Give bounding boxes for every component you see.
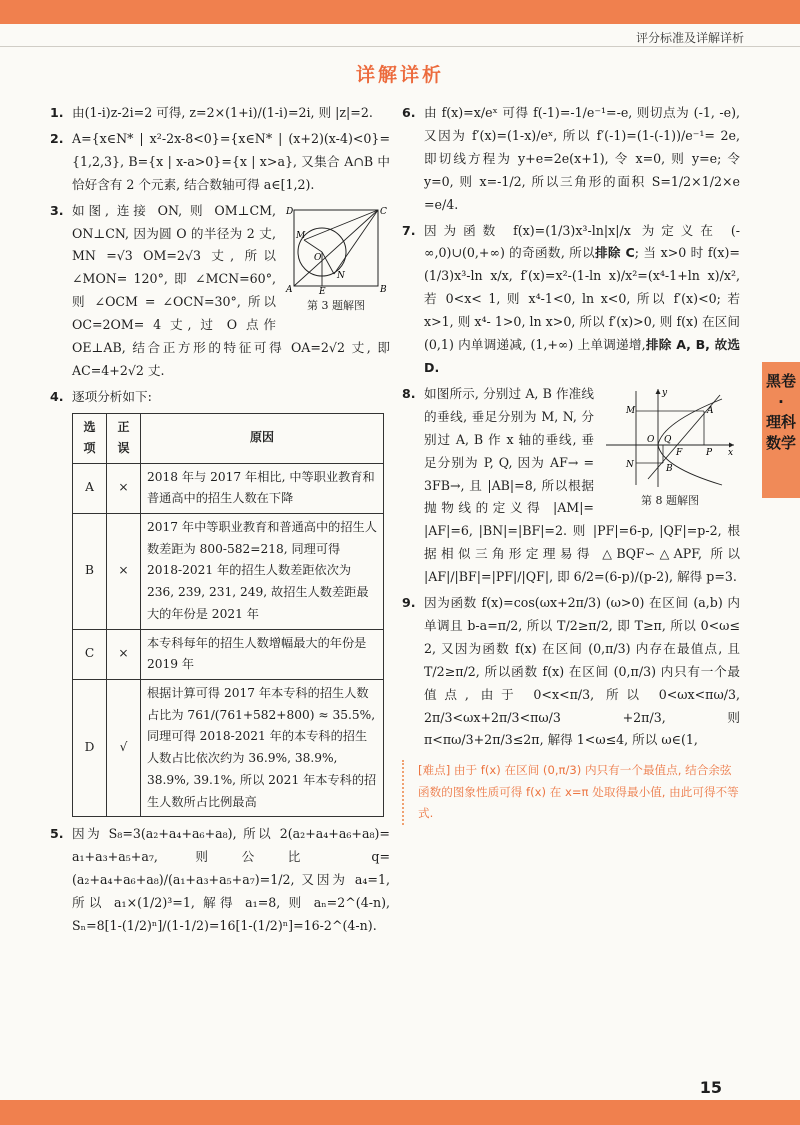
analysis-table (72, 413, 384, 818)
cell-reason: 2017 年中等职业教育和普通高中的招生人数差距为 800-582=218, 同理可得 2018-2021 年的招生人数差距依次为 236, 239, 231, 249, 故招生人数差距最大的年份是 2021 年 (141, 513, 384, 629)
fig3-label-c: C (380, 206, 387, 217)
th-correct: 正误 (107, 413, 141, 463)
cell-option: B (73, 513, 107, 629)
cell-reason: 2018 年与 2017 年相比, 中等职业教育和普通高中的招生人数在下降 (141, 463, 384, 513)
fig8-label-f: F (676, 447, 683, 458)
figure-8 (600, 385, 740, 509)
answer-7-exclude-c: 排除 C (595, 245, 635, 261)
answer-3-number: 3. (50, 202, 64, 218)
answer-6 (402, 102, 740, 217)
answer-6-text: 由 f(x)=x/eˣ 可得 f(-1)=-1/e⁻¹=-e, 则切点为 (-1, -e), 又因为 f′(x)=(1-x)/eˣ, 所以 f′(-1)=(1-(-1))/e⁻¹= 2e, 即切线方程为 y+e=2e(x+1), 令 x=0, 则 y=e; 令 y=0, 则 x=-1/2, 所以三角形的面积 S=1/2×1/2×e =e/4. (424, 105, 740, 212)
side-tab-dot: · (778, 392, 784, 411)
answer-2-number: 2. (50, 130, 64, 146)
top-accent-bar (0, 0, 800, 24)
difficulty-note (402, 760, 740, 824)
fig3-label-b: B (380, 284, 387, 294)
cell-option: C (73, 629, 107, 679)
left-column (50, 102, 390, 941)
answer-5-text: 因为 S₈=3(a₂+a₄+a₆+a₈), 所以 2(a₂+a₄+a₆+a₈)= a₁+a₃+a₅+a₇, 则公比 q=(a₂+a₄+a₆+a₈)/(a₁+a₃+a₅+a₇)=1/2, 又因为 a₄=1, 所以 a₁×(1/2)³=1, 解得 a₁=8, 则 aₙ=2^(4-n), Sₙ=8[1-(1/2)ⁿ]/(1-1/2)=16[1-(1/2)ⁿ]=16-2^(4-n). (72, 826, 390, 933)
cell-mark: × (107, 629, 141, 679)
answer-2-text: A={x∈N* | x²-2x-8<0}={x∈N* | (x+2)(x-4)<0}={1,2,3}, B={x | x-a>0}={x | x>a}, 又集合 A∩B 中恰好含有 2 个元素, 结合数轴可得 a∈[1,2). (72, 130, 390, 192)
answer-9 (402, 592, 740, 752)
answer-4 (50, 386, 390, 409)
cell-option: A (73, 463, 107, 513)
figure-8-caption: 第 8 题解图 (641, 494, 699, 508)
table-row (73, 463, 384, 513)
side-tab-line3: 数学 (765, 433, 796, 452)
fig3-label-n: N (337, 270, 345, 281)
fig8-label-n: N (626, 459, 634, 470)
th-option: 选项 (73, 413, 107, 463)
side-tab-line1: 黑卷 (765, 372, 796, 390)
cell-mark: × (107, 513, 141, 629)
fig8-label-a: A (707, 405, 714, 416)
answer-7-conclusion: 排除 A, B, 故选 D. (424, 337, 740, 375)
table-row (73, 513, 384, 629)
answer-1-number: 1. (50, 105, 64, 120)
answer-8-text: 如图所示, 分别过 A, B 作准线的垂线, 垂足分别为 M, N, 分别过 A, B 作 x 轴的垂线, 垂足分别为 P, Q, 因为 AF→ = 3FB→, 且 |AB|=8, 所以根据抛物线的定义得 |AM|= |AF|=6, |BN|=|BF|=2. 则 |PF|=6-p, |QF|=p-2, 根据相似三角形定理易得 △BQF∽△APF, 所以 |AF|/|BF|=|PF|/|QF|, 即 6/2=(6-p)/(p-2), 解得 p=3. (424, 385, 740, 585)
side-tab-line2: 理科 (765, 413, 796, 431)
fig3-label-m: M (296, 230, 306, 241)
figure-8-diagram (602, 385, 738, 489)
answer-7-text-a: 因为函数 f(x)=(1/3)x³-ln|x|/x 为定义在 (-∞,0)∪(0,+∞) 的奇函数, 所以 (424, 222, 740, 261)
table-row (73, 629, 384, 679)
answer-2 (50, 128, 390, 197)
answer-3 (50, 200, 390, 383)
answer-4-intro: 逐项分析如下: (72, 388, 152, 404)
answer-5-number: 5. (50, 826, 64, 842)
cell-reason: 根据计算可得 2017 年本专科的招生人数占比为 761/(761+582+800) ≈ 35.5%, 同理可得 2018-2021 年的本专科的招生人数占比依次约为 36.9%, 38.9%, 38.9%, 39.1%, 所以 2021 年本专科的招生人数所占比例最高 (141, 679, 384, 816)
cell-option: D (73, 679, 107, 816)
table-row (73, 679, 384, 816)
fig8-label-q: Q (664, 434, 672, 445)
fig3-label-o: O (314, 252, 322, 263)
answer-9-text: 因为函数 f(x)=cos(ωx+2π/3) (ω>0) 在区间 (a,b) 内单调且 b-a=π/2, 所以 T/2≥π/2, 即 T≥π, 所以 0<ω≤ 2, 又因为函数 f(x) 在区间 (0,π/3) 内存在最值点, 且 T/2≥π/2, 所以函数 f(x) 在区间 (0,π/3) 内只有一个最值点, 由于 0<x<π/3, 所以 0<ωx<πω/3, 2π/3<ωx+2π/3<πω/3 +2π/3, 则 π<πω/3+2π/3≤2π, 解得 1<ω≤4, 所以 ω∈(1, (424, 595, 740, 748)
page-title: 详解详析 (355, 64, 444, 86)
answer-7-text-b: ; 当 x>0 时 f(x)= (1/3)x³-ln x/x, f′(x)=x²-(1-ln x)/x²=(x⁴-1+ln x)/x², 若 0<x< 1, 则 x⁴-1<0, ln x<0, 所以 f′(x)<0; 若 x>1, 则 x⁴- 1>0, ln x>0, 所以 f′(x)>0, 则 f(x) 在区间 (0,1) 内单调递减, (1,+∞) 上单调递增, (424, 245, 740, 353)
right-column (402, 102, 740, 825)
answer-7-number: 7. (402, 222, 416, 238)
fig8-label-x: x (728, 447, 734, 458)
cell-mark: × (107, 463, 141, 513)
answer-7 (402, 220, 740, 380)
fig8-label-y: y (662, 387, 668, 398)
fig3-label-e: E (319, 286, 326, 294)
answer-9-number: 9. (402, 595, 416, 611)
figure-3-caption: 第 3 题解图 (307, 299, 365, 313)
figure-3 (282, 202, 390, 314)
analysis-table-header (73, 413, 384, 463)
side-tab (762, 362, 800, 498)
fig3-label-d: D (286, 206, 294, 217)
fig3-label-a: A (286, 284, 293, 294)
header-tag: 评分标准及详解详析 (635, 31, 744, 45)
page-number: 15 (699, 1078, 722, 1097)
answer-8-number: 8. (402, 385, 416, 401)
difficulty-note-text: 由于 f(x) 在区间 (0,π/3) 内只有一个最值点, 结合余弦函数的图象性质可得 f(x) 在 x=π 处取得最小值, 由此可得不等式. (418, 763, 739, 821)
answer-8 (402, 383, 740, 589)
answer-5 (50, 823, 390, 938)
difficulty-note-label: [难点] (418, 763, 451, 778)
fig8-label-o: O (647, 434, 655, 445)
bottom-accent-bar (0, 1100, 800, 1125)
answer-4-number: 4. (50, 388, 64, 404)
cell-mark: √ (107, 679, 141, 816)
figure-3-diagram (284, 202, 388, 294)
answer-6-number: 6. (402, 105, 416, 120)
answer-3-text: 如图, 连接 ON, 则 OM⊥CM, ON⊥CN, 因为圆 O 的半径为 2 丈, MN =√3 OM=2√3 丈, 所以 ∠MON= 120°, 即 ∠MCN=60°, 则 ∠OCM = ∠OCN=30°, 所以 OC=2OM= 4 丈, 过 O 点作 OE⊥AB, 结合正方形的特征可得 OA=2√2 丈, 即 AC=4+2√2 丈. (72, 202, 390, 378)
fig8-label-m: M (626, 405, 636, 416)
cell-reason: 本专科每年的招生人数增幅最大的年份是 2019 年 (141, 629, 384, 679)
header-divider (0, 46, 800, 47)
th-reason: 原因 (141, 413, 384, 463)
answer-1-text: 由(1-i)z-2i=2 可得, z=2×(1+i)/(1-i)=2i, 则 |z|=2. (72, 105, 373, 120)
fig8-label-p: P (706, 447, 713, 458)
answer-1 (50, 102, 390, 125)
fig8-label-b: B (666, 463, 673, 474)
